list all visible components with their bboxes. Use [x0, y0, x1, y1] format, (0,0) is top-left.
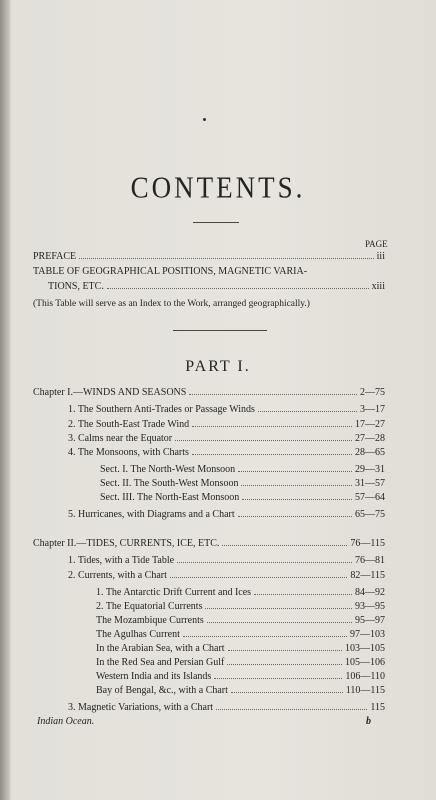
toc-page: 95—97: [355, 615, 385, 626]
chapter-entry: [33, 386, 385, 399]
section-rule: [173, 330, 267, 331]
toc-page: 57—64: [355, 492, 385, 503]
sub-entry: [96, 656, 385, 669]
sect-entry: [100, 491, 385, 504]
sub-entry: [96, 684, 385, 697]
toc-page: 27—28: [355, 433, 385, 444]
toc-label: 1. The Antarctic Drift Current and Ices: [96, 587, 252, 598]
toc-page: 76—115: [350, 538, 385, 549]
toc-page: xiii: [371, 281, 385, 292]
toc-page: 84—92: [355, 587, 385, 598]
dot-leader: [192, 446, 352, 455]
dot-leader: [228, 642, 342, 651]
toc-entry: [68, 418, 385, 431]
toc-page: 97—103: [350, 629, 385, 640]
toc-page: 103—105: [345, 643, 385, 654]
toc-page: 105—106: [345, 657, 385, 668]
toc-entry: [68, 554, 385, 567]
dot-leader: [238, 463, 352, 472]
dot-leader: [177, 554, 352, 563]
toc-label: 2. The South-East Trade Wind: [68, 419, 190, 430]
toc-page: 3—17: [360, 404, 385, 415]
dot-leader: [207, 614, 352, 623]
dot-leader: [205, 600, 352, 609]
dot-leader: [107, 280, 369, 289]
toc-page: 106—110: [345, 671, 385, 682]
toc-label: 3. Magnetic Variations, with a Chart: [68, 702, 214, 713]
dot-leader: [222, 537, 347, 546]
sub-entry: [96, 628, 385, 641]
signature-left: Indian Ocean.: [37, 716, 95, 727]
dot-leader: [241, 477, 352, 486]
dot-leader: [231, 684, 343, 693]
sub-entry: [96, 586, 385, 599]
toc-entry-table: [48, 280, 385, 293]
page-title: CONTENTS.: [130, 169, 306, 205]
toc-entry-preface: [33, 250, 385, 263]
toc-label: 2. Currents, with a Chart: [68, 570, 167, 581]
toc-label: In the Red Sea and Persian Gulf: [96, 657, 225, 668]
sub-entry: [96, 600, 385, 613]
dot-leader: [216, 701, 367, 710]
toc-label: 1. Tides, with a Tide Table: [68, 555, 175, 566]
toc-entry: [68, 432, 385, 445]
toc-label: Bay of Bengal, &c., with a Chart: [96, 685, 228, 696]
part-title: PART I.: [185, 358, 251, 375]
toc-label: TABLE OF GEOGRAPHICAL POSITIONS, MAGNETIC VARIA-: [33, 266, 308, 277]
toc-label: Western India and its Islands: [96, 671, 212, 682]
toc-entry: [68, 569, 385, 582]
dot-leader: [189, 386, 357, 395]
toc-label: 3. Calms near the Equator: [68, 433, 173, 444]
toc-entry: [68, 701, 385, 714]
dot-leader: [242, 491, 352, 500]
book-spine-shadow: [0, 0, 10, 800]
toc-label: Sect. II. The South-West Monsoon: [100, 478, 239, 489]
dot-leader: [79, 250, 373, 259]
toc-label: 2. The Equatorial Currents: [96, 601, 203, 612]
chapter-label: Chapter I.—WINDS AND SEASONS: [33, 387, 187, 398]
sub-entry: [96, 670, 385, 683]
sect-entry: [100, 463, 385, 476]
dot-leader: [258, 403, 357, 412]
dot-leader: [238, 508, 352, 517]
toc-label: TIONS, ETC.: [48, 281, 104, 292]
dot-leader: [214, 670, 342, 679]
toc-page: iii: [376, 251, 385, 262]
toc-page: 2—75: [360, 387, 385, 398]
toc-label: 4. The Monsoons, with Charts: [68, 447, 189, 458]
chapter-label: Chapter II.—TIDES, CURRENTS, ICE, ETC.: [33, 538, 220, 549]
toc-entry: [68, 403, 385, 416]
toc-label: Sect. I. The North-West Monsoon: [100, 464, 236, 475]
page-mark: [203, 118, 206, 121]
toc-page: 65—75: [355, 509, 385, 520]
toc-label: In the Arabian Sea, with a Chart: [96, 643, 225, 654]
title-rule: [193, 222, 239, 223]
toc-label: PREFACE: [33, 251, 77, 262]
dot-leader: [227, 656, 342, 665]
toc-page: 28—65: [355, 447, 385, 458]
table-note: (This Table will serve as an Index to the Work, arranged geographically.): [33, 299, 310, 309]
toc-page: 110—115: [345, 685, 385, 696]
toc-page: 93—95: [355, 601, 385, 612]
page-column-header: PAGE: [365, 239, 388, 249]
dot-leader: [254, 586, 352, 595]
dot-leader: [192, 418, 352, 427]
signature-mark: b: [366, 716, 371, 727]
sub-entry: [96, 614, 385, 627]
toc-page: 76—81: [355, 555, 385, 566]
toc-label: The Agulhas Current: [96, 629, 180, 640]
toc-label: 1. The Southern Anti-Trades or Passage Winds: [68, 404, 255, 415]
sub-entry: [96, 642, 385, 655]
sect-entry: [100, 477, 385, 490]
chapter-entry: [33, 537, 385, 550]
toc-entry: [68, 446, 385, 459]
dot-leader: [175, 432, 352, 441]
toc-page: 17—27: [355, 419, 385, 430]
toc-page: 82—115: [350, 570, 385, 581]
toc-label: The Mozambique Currents: [96, 615, 204, 626]
toc-page: 31—57: [355, 478, 385, 489]
dot-leader: [170, 569, 347, 578]
toc-label: Sect. III. The North-East Monsoon: [100, 492, 240, 503]
toc-page: 29—31: [355, 464, 385, 475]
toc-label: 5. Hurricanes, with Diagrams and a Chart: [68, 509, 235, 520]
toc-page: 115: [370, 702, 385, 713]
dot-leader: [183, 628, 347, 637]
toc-entry: [68, 508, 385, 521]
